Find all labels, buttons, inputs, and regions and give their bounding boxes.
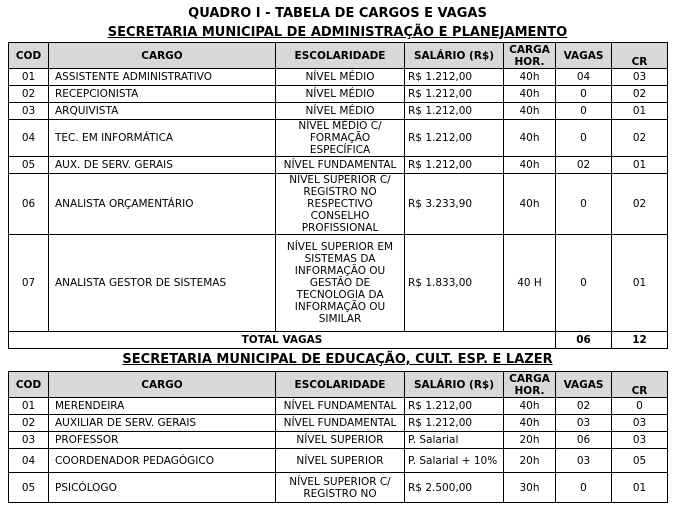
cell-salario: R$ 1.212,00 [405,398,504,415]
header-salario: SALÁRIO (R$) [405,372,504,398]
cell-salario: R$ 1.212,00 [405,120,504,157]
cell-cr: 02 [612,174,668,235]
table-row [9,157,668,174]
header-escolaridade: ESCOLARIDADE [276,43,405,69]
cell-cargo: AUX. DE SERV. GERAIS [49,157,276,174]
cell-cargo: RECEPCIONISTA [49,86,276,103]
cell-salario: R$ 1.212,00 [405,157,504,174]
table-row [9,415,668,432]
total-label: TOTAL VAGAS [9,332,556,349]
cell-cargo: PROFESSOR [49,432,276,449]
cell-salario: R$ 1.212,00 [405,86,504,103]
cell-salario: R$ 1.212,00 [405,415,504,432]
cell-vagas: 02 [556,398,612,415]
cell-cod: 01 [9,69,49,86]
table-row [9,473,668,503]
table-row [9,449,668,473]
cell-cr: 03 [612,69,668,86]
cell-vagas: 0 [556,473,612,503]
header-vagas: VAGAS [556,372,612,398]
header-escolaridade: ESCOLARIDADE [276,372,405,398]
cell-escolaridade: NÍVEL MÉDIO [276,69,405,86]
total-row [9,332,668,349]
cell-cod: 03 [9,103,49,120]
cell-cr: 03 [612,432,668,449]
cell-cr: 0 [612,398,668,415]
cell-carga: 40h [504,174,556,235]
header-salario: SALÁRIO (R$) [405,43,504,69]
header-cod: COD [9,43,49,69]
cell-carga: 40h [504,103,556,120]
header-cargo: CARGO [49,43,276,69]
document-title: QUADRO I - TABELA DE CARGOS E VAGAS [188,6,487,21]
cell-carga: 40h [504,398,556,415]
table-row [9,120,668,157]
cell-carga: 40h [504,157,556,174]
header-cargo: CARGO [49,372,276,398]
cell-cod: 05 [9,473,49,503]
cell-salario: R$ 1.212,00 [405,69,504,86]
table-row [9,174,668,235]
cell-cargo: COORDENADOR PEDAGÓGICO [49,449,276,473]
cell-salario: P. Salarial + 10% [405,449,504,473]
cell-cr: 01 [612,103,668,120]
cell-escolaridade: NÍVEL SUPERIOR EM SISTEMAS DA INFORMAÇÃO OU GESTÃO DE TECNOLOGIA DA INFORMAÇÃO OU SIMILAR [276,235,405,332]
cell-cargo: ARQUIVISTA [49,103,276,120]
cell-vagas: 0 [556,103,612,120]
cell-salario: P. Salarial [405,432,504,449]
header-carga: CARGA HOR. [504,372,556,398]
cell-escolaridade: NÍVEL FUNDAMENTAL [276,415,405,432]
cell-vagas: 0 [556,86,612,103]
cell-escolaridade: NÍVEL MÉDIO [276,86,405,103]
cell-cr: 01 [612,235,668,332]
cell-cr: 03 [612,415,668,432]
cell-escolaridade: NÍVEL SUPERIOR [276,449,405,473]
cell-vagas: 04 [556,69,612,86]
cell-escolaridade: NÍVEL FUNDAMENTAL [276,398,405,415]
cell-salario: R$ 1.833,00 [405,235,504,332]
cell-cod: 01 [9,398,49,415]
cell-carga: 30h [504,473,556,503]
header-cod: COD [9,372,49,398]
cell-cargo: TEC. EM INFORMÁTICA [49,120,276,157]
table-row [9,69,668,86]
cell-carga: 20h [504,432,556,449]
cell-vagas: 0 [556,174,612,235]
cell-carga: 40 H [504,235,556,332]
cell-cargo: ASSISTENTE ADMINISTRATIVO [49,69,276,86]
cell-escolaridade: NÍVEL SUPERIOR C/ REGISTRO NO RESPECTIVO CONSELHO PROFISSIONAL [276,174,405,235]
cell-cr: 01 [612,157,668,174]
header-carga: CARGA HOR. [504,43,556,69]
cell-vagas: 03 [556,415,612,432]
section2-table [8,371,668,503]
cell-cr: 05 [612,449,668,473]
cell-cr: 02 [612,86,668,103]
table-header-row [9,43,668,69]
section1-table [8,42,668,349]
cell-cod: 02 [9,86,49,103]
cell-escolaridade: NÍVEL SUPERIOR [276,432,405,449]
cell-cod: 06 [9,174,49,235]
cell-salario: R$ 3.233,90 [405,174,504,235]
header-cr: CR [612,43,668,69]
cell-cargo: ANALISTA GESTOR DE SISTEMAS [49,235,276,332]
cell-cod: 02 [9,415,49,432]
total-cr: 12 [612,332,668,349]
cell-carga: 40h [504,415,556,432]
section2-title: SECRETARIA MUNICIPAL DE EDUCAÇÃO, CULT. ESP. E LAZER [122,352,553,367]
cell-cod: 04 [9,120,49,157]
section1-title: SECRETARIA MUNICIPAL DE ADMINISTRAÇÃO E PLANEJAMENTO [107,25,568,40]
cell-carga: 40h [504,69,556,86]
cell-escolaridade: NÍVEL SUPERIOR C/ REGISTRO NO [276,473,405,503]
cell-vagas: 02 [556,157,612,174]
table-row [9,432,668,449]
cell-carga: 40h [504,120,556,157]
cell-escolaridade: NÍVEL FUNDAMENTAL [276,157,405,174]
cell-salario: R$ 2.500,00 [405,473,504,503]
cell-cr: 01 [612,473,668,503]
table-row [9,103,668,120]
cell-cod: 04 [9,449,49,473]
cell-salario: R$ 1.212,00 [405,103,504,120]
cell-carga: 40h [504,86,556,103]
table-row [9,235,668,332]
cell-carga: 20h [504,449,556,473]
cell-cargo: MERENDEIRA [49,398,276,415]
cell-cargo: AUXILIAR DE SERV. GERAIS [49,415,276,432]
table-header-row [9,372,668,398]
header-cr: CR [612,372,668,398]
cell-cargo: PSICÓLOGO [49,473,276,503]
cell-cr: 02 [612,120,668,157]
cell-cod: 03 [9,432,49,449]
cell-cod: 05 [9,157,49,174]
cell-cod: 07 [9,235,49,332]
total-vagas: 06 [556,332,612,349]
table-row [9,86,668,103]
cell-vagas: 0 [556,235,612,332]
cell-escolaridade: NÍVEL MÉDIO C/ FORMAÇÃO ESPECÍFICA [276,120,405,157]
cell-vagas: 03 [556,449,612,473]
header-vagas: VAGAS [556,43,612,69]
table-row [9,398,668,415]
cell-vagas: 0 [556,120,612,157]
cell-cargo: ANALISTA ORÇAMENTÁRIO [49,174,276,235]
cell-escolaridade: NÍVEL MÉDIO [276,103,405,120]
cell-vagas: 06 [556,432,612,449]
